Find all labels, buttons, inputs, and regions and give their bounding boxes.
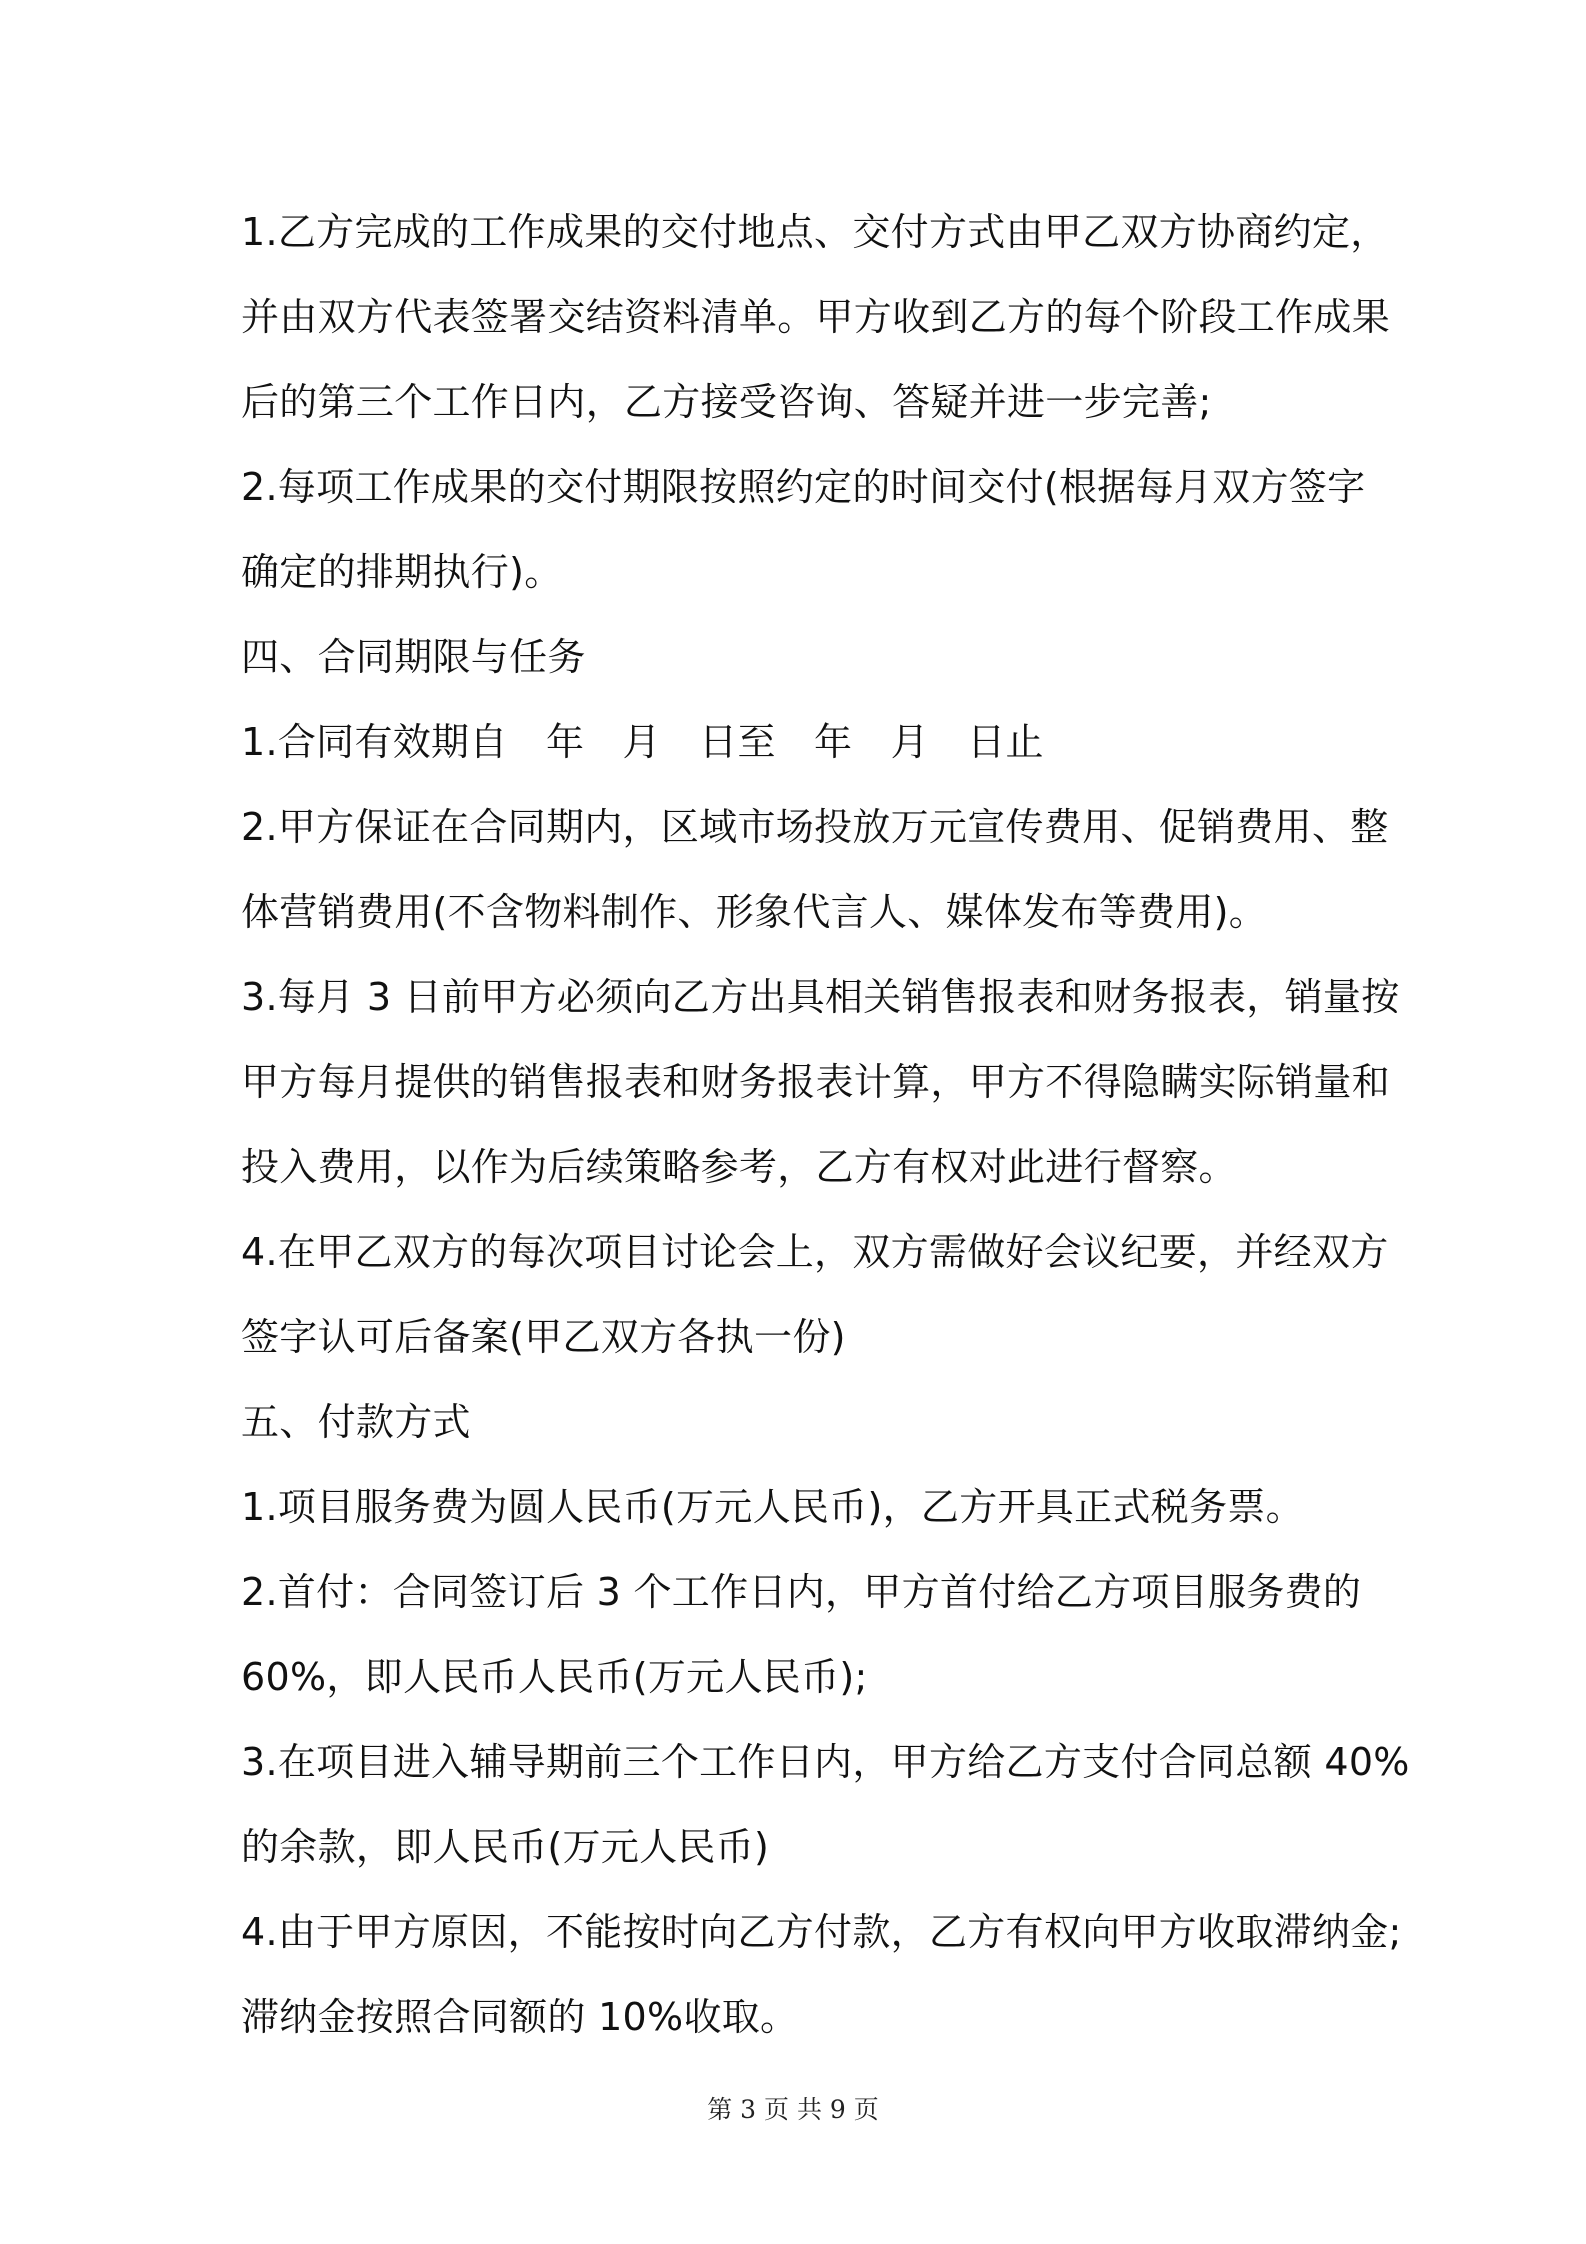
body-line-10: 3.每月 3 日前甲方必须向乙方出具相关销售报表和财务报表，销量按 [241, 975, 1400, 1019]
body-line-22: 滞纳金按照合同额的 10%收取。 [241, 1995, 799, 2039]
body-line-7: 1.合同有效期自 年 月 日至 年 月 日止 [241, 720, 1044, 764]
section-heading-4: 四、合同期限与任务 [241, 635, 586, 679]
body-line-14: 签字认可后备案(甲乙双方各执一份) [241, 1315, 846, 1359]
body-line-5: 确定的排期执行)。 [241, 550, 563, 594]
body-line-19: 3.在项目进入辅导期前三个工作日内，甲方给乙方支付合同总额 40% [241, 1740, 1410, 1784]
body-line-16: 1.项目服务费为圆人民币(万元人民币)，乙方开具正式税务票。 [241, 1485, 1304, 1529]
section-heading-5: 五、付款方式 [241, 1400, 471, 1444]
body-line-17: 2.首付：合同签订后 3 个工作日内，甲方首付给乙方项目服务费的 [241, 1570, 1362, 1614]
body-line-9: 体营销费用(不含物料制作、形象代言人、媒体发布等费用)。 [241, 890, 1268, 934]
body-line-12: 投入费用，以作为后续策略参考，乙方有权对此进行督察。 [241, 1145, 1237, 1189]
body-line-18: 60%，即人民币人民币(万元人民币); [241, 1655, 868, 1699]
body-line-1: 1.乙方完成的工作成果的交付地点、交付方式由甲乙双方协商约定， [241, 210, 1389, 254]
body-line-4: 2.每项工作成果的交付期限按照约定的时间交付(根据每月双方签字 [241, 465, 1366, 509]
body-line-2: 并由双方代表签署交结资料清单。甲方收到乙方的每个阶段工作成果 [241, 295, 1391, 339]
body-line-21: 4.由于甲方原因，不能按时向乙方付款，乙方有权向甲方收取滞纳金; [241, 1910, 1402, 1954]
body-line-3: 后的第三个工作日内，乙方接受咨询、答疑并进一步完善; [241, 380, 1212, 424]
body-line-11: 甲方每月提供的销售报表和财务报表计算，甲方不得隐瞒实际销量和 [241, 1060, 1391, 1104]
body-line-8: 2.甲方保证在合同期内，区域市场投放万元宣传费用、促销费用、整 [241, 805, 1389, 849]
body-line-20: 的余款，即人民币(万元人民币) [241, 1825, 770, 1869]
body-line-13: 4.在甲乙双方的每次项目讨论会上，双方需做好会议纪要，并经双方 [241, 1230, 1389, 1274]
document-body [241, 190, 1410, 2060]
page-number-footer: 第 3 页 共 9 页 [707, 2095, 879, 2124]
